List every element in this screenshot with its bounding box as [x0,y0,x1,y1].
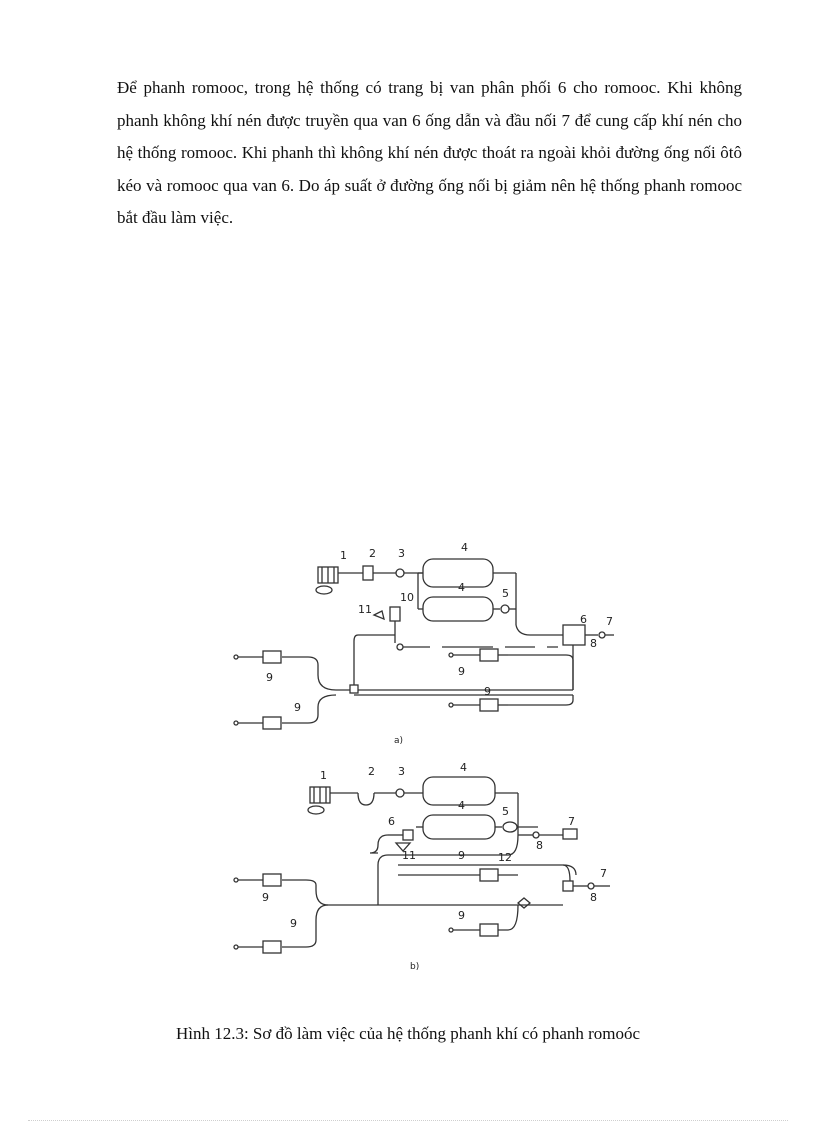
body-paragraph: Để phanh romooc, trong hệ thống có trang bị van phân phối 6 cho romooc. Khi không phanh không khí nén được truyền qua van 6 ống dẫn và đầu nối 7 để cung cấp khí nén cho hệ thống romooc. Khi phanh thì không khí nén được thoát ra ngoài khỏi đường ống nối ôtô kéo và romooc qua van 6. Do áp suất ở đường ống nối bị giảm nên hệ thống phanh romooc bắt đầu làm việc. [117,78,742,227]
svg-text:4: 4 [460,761,467,774]
svg-text:11: 11 [402,849,416,862]
svg-text:9: 9 [262,891,269,904]
brake-chamber [480,649,498,661]
svg-text:2: 2 [368,765,375,778]
svg-text:9: 9 [290,917,297,930]
pneumatic-schematic [218,535,638,985]
figure-caption: Hình 12.3: Sơ đồ làm việc của hệ thống phanh khí có phanh romoóc [175,1024,641,1043]
brake-chamber [263,941,281,953]
svg-text:9: 9 [484,685,491,698]
svg-text:12: 12 [498,851,512,864]
check-valve [396,569,404,577]
svg-text:5: 5 [502,805,509,818]
brake-chamber [480,869,498,881]
air-receiver-lower [423,815,495,839]
svg-text:4: 4 [458,799,465,812]
svg-text:7: 7 [568,815,575,828]
page-footer-divider [28,1120,788,1121]
svg-text:9: 9 [458,909,465,922]
pressure-regulator [363,566,373,580]
svg-text:4: 4 [458,581,465,594]
brake-chamber [263,717,281,729]
svg-text:9: 9 [458,849,465,862]
svg-text:2: 2 [369,547,376,560]
svg-text:1: 1 [320,769,327,782]
svg-text:9: 9 [294,701,301,714]
svg-text:b): b) [410,962,420,972]
brake-valve [390,607,400,621]
figure-brake-diagram [218,535,638,985]
svg-text:8: 8 [590,637,597,650]
svg-text:1: 1 [340,549,347,562]
svg-text:7: 7 [600,867,607,880]
brake-chamber [263,874,281,886]
brake-chamber [480,699,498,711]
diagram-b [234,761,610,972]
svg-text:5: 5 [502,587,509,600]
svg-text:6: 6 [580,613,587,626]
svg-text:11: 11 [358,603,372,616]
svg-text:3: 3 [398,765,405,778]
svg-text:6: 6 [388,815,395,828]
svg-text:7: 7 [606,615,613,628]
trailer-control-valve [563,625,585,645]
diagram-a [234,541,614,746]
svg-text:9: 9 [266,671,273,684]
svg-text:9: 9 [458,665,465,678]
svg-text:10: 10 [400,591,414,604]
svg-text:4: 4 [461,541,468,554]
svg-text:8: 8 [590,891,597,904]
brake-valve [403,830,413,840]
air-receiver-lower [423,597,493,621]
brake-chamber [263,651,281,663]
svg-text:8: 8 [536,839,543,852]
svg-text:3: 3 [398,547,405,560]
brake-chamber [480,924,498,936]
svg-text:a): a) [394,736,404,746]
